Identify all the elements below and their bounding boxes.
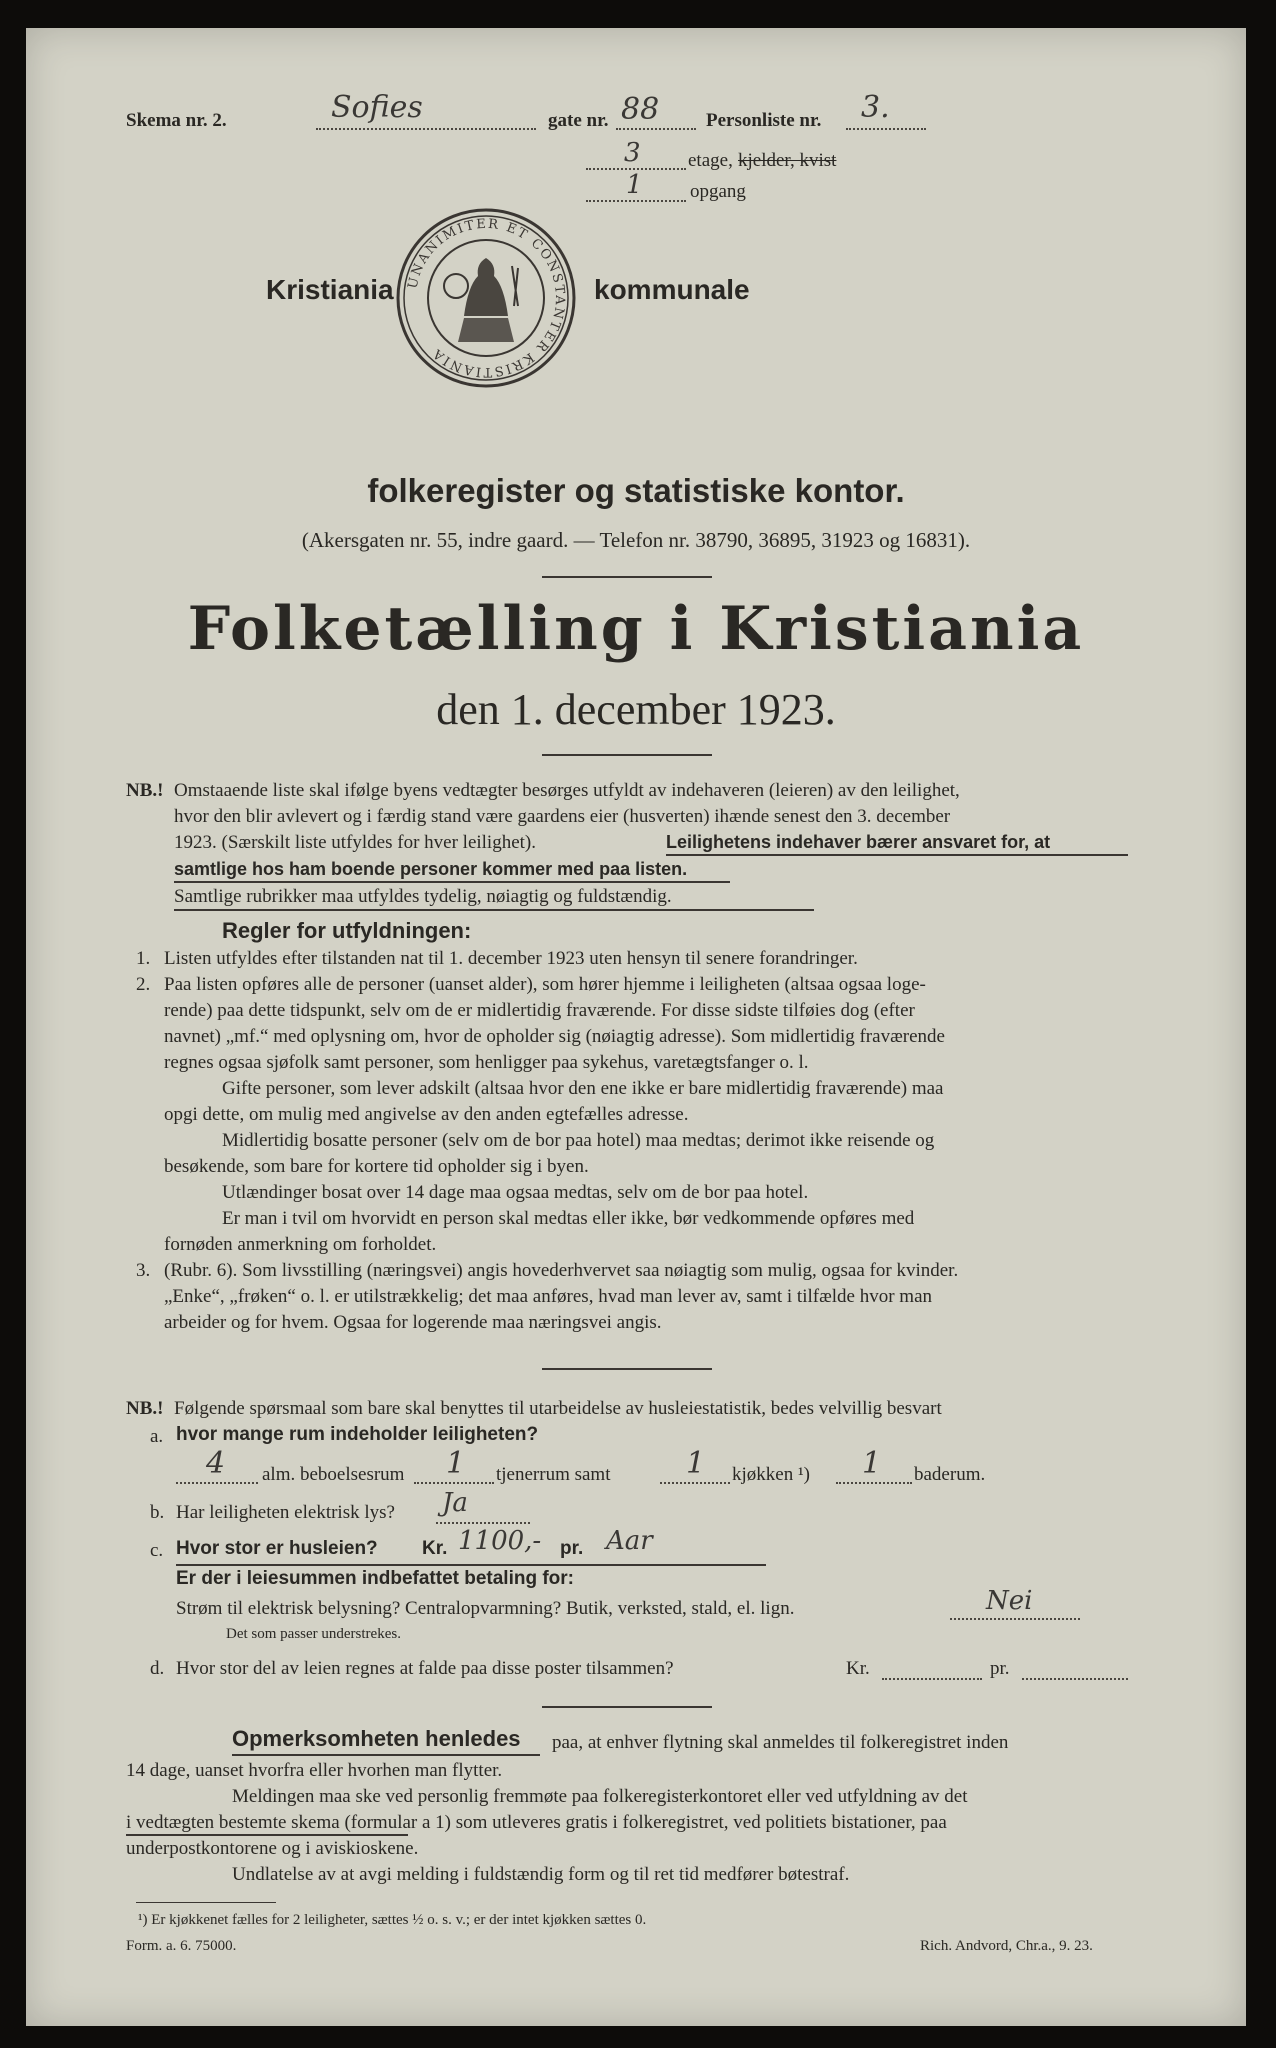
answer-line <box>436 1522 530 1524</box>
rule-2-line: regnes ogsaa sjøfolk samt personer, som henligger paa sykehus, varetægtsfanger o. l. <box>164 1052 809 1073</box>
notice-line: Undlatelse av at avgi melding i fuldstændig form og til ret tid medfører bøtestraf. <box>232 1864 850 1885</box>
etage-number[interactable]: 3 <box>624 138 641 168</box>
office-address: (Akersgaten nr. 55, indre gaard. — Telefon nr. 38790, 36895, 31923 og 16831). <box>301 528 971 552</box>
notice-line: Meldingen maa ske ved personlig fremmøte paa folkeregisterkontoret eller ved utfyldning av det <box>232 1786 968 1807</box>
personliste-line <box>846 128 926 130</box>
rule-number: 1. <box>136 948 151 969</box>
gate-label: gate nr. <box>548 110 609 131</box>
rent-amount[interactable]: 1100,- <box>458 1526 542 1556</box>
gate-line <box>616 128 696 130</box>
census-form-sheet <box>26 28 1246 2026</box>
rule-2-line: rende) paa dette tidspunkt, selv om de er midlertidig fraværende. For disse sidste tilføies dog (efter <box>164 1000 915 1021</box>
rule-2-line: Gifte personer, som lever adskilt (altsaa hvor den ene ikke er bare midlertidig fraværende) maa <box>222 1078 944 1099</box>
rules-heading: Regler for utfyldningen: <box>222 918 472 943</box>
rent-kr-label: Kr. <box>422 1538 448 1559</box>
servant-rooms-count[interactable]: 1 <box>446 1446 466 1481</box>
rule-2-line: navnet) „mf.“ med oplysning om, hvor de opholder sig (nøiagtig adresse). Som midlertidig fraværende <box>164 1026 945 1047</box>
nb1-line1: Omstaaende liste skal ifølge byens vedtægter besørges utfyldt av indehaveren (leieren) av den leilighet, <box>174 780 960 801</box>
rule-3-line: (Rubr. 6). Som livsstilling (næringsvei) angis hovederhvervet saa nøiagtig som mulig, ogsaa for kvinder. <box>164 1260 959 1281</box>
printer-credit: Rich. Andvord, Chr.a., 9. 23. <box>920 1938 1093 1954</box>
nb-label: NB.! <box>126 780 164 801</box>
office-title: folkeregister og statistiske kontor. <box>367 472 905 509</box>
question-c: Hvor stor er husleien? <box>176 1538 378 1559</box>
underline <box>176 1564 766 1566</box>
share-kr-label: Kr. <box>846 1658 870 1679</box>
bathroom-count[interactable]: 1 <box>862 1446 882 1481</box>
divider <box>542 1706 712 1708</box>
question-c-note: Det som passer understrekes. <box>226 1626 401 1642</box>
personliste-number[interactable]: 3. <box>861 90 890 125</box>
underline <box>174 909 814 911</box>
rooms-label: alm. beboelsesrum <box>262 1464 405 1485</box>
street-line <box>316 128 536 130</box>
nb1-line3a: 1923. (Særskilt liste utfyldes for hver leilighet). <box>174 832 537 853</box>
etage-label: etage, <box>688 150 733 171</box>
bathroom-label: baderum. <box>914 1464 986 1485</box>
rule-1: Listen utfyldes efter tilstanden nat til 1. december 1923 uten hensyn til senere forandringer. <box>164 948 858 969</box>
form-number: Form. a. 6. 75000. <box>126 1938 237 1954</box>
kommunale-label: kommunale <box>594 274 750 305</box>
rule-number: 2. <box>136 974 151 995</box>
nb-label: NB.! <box>126 1398 164 1419</box>
underline <box>666 854 1128 856</box>
question-letter: d. <box>150 1658 165 1679</box>
nb2-intro: Følgende spørsmaal som bare skal benyttes til utarbeidelse av husleiestatistik, bedes velvillig besvart <box>174 1398 942 1419</box>
electric-light-answer[interactable]: Ja <box>442 1488 468 1518</box>
notice-line: paa, at enhver flytning skal anmeldes til folkeregistret inden <box>552 1732 1009 1753</box>
question-c-items: Strøm til elektrisk belysning? Centralopvarmning? Butik, verksted, stald, el. lign. <box>176 1598 795 1619</box>
answer-line <box>414 1482 494 1484</box>
nb1-line5: Samtlige rubrikker maa utfyldes tydelig, nøiagtig og fuldstændig. <box>174 886 672 907</box>
kitchen-count[interactable]: 1 <box>686 1446 706 1481</box>
nb1-line3b: Leilighetens indehaver bærer ansvaret for, at <box>666 832 1051 852</box>
opgang-line <box>586 200 686 202</box>
rule-2-line: Paa listen opføres alle de personer (uanset alder), som hører hjemme i leiligheten (altsaa ogsaa loge- <box>164 974 926 995</box>
divider <box>542 1368 712 1370</box>
question-c-sub: Er der i leiesummen indbefattet betaling for: <box>176 1568 575 1589</box>
answer-line <box>660 1482 730 1484</box>
etage-struck: kjelder, kvist <box>738 150 837 171</box>
included-answer[interactable]: Nei <box>986 1586 1033 1616</box>
personliste-label: Personliste nr. <box>706 110 822 131</box>
rule-3-line: „Enke“, „frøken“ o. l. er utilstrækkelig; det maa anføres, hvad man lever av, samt i tilfælde hvor man <box>164 1286 933 1307</box>
share-period-field[interactable] <box>1022 1678 1128 1680</box>
notice-line: i vedtægten bestemte skema (formular a 1) som utleveres gratis i folkeregistret, ved politiets bistationer, paa <box>126 1812 947 1833</box>
nb1-line2: hvor den blir avlevert og i færdig stand være gaardens eier (husverten) ihænde senest den 3. december <box>174 806 951 827</box>
page-subtitle: den 1. december 1923. <box>436 685 836 734</box>
rule-3-line: arbeider og for hvem. Ogsaa for logerende maa næringsvei angis. <box>164 1312 662 1333</box>
footnote: ¹) Er kjøkkenet fælles for 2 leiligheter, sættes ½ o. s. v.; er der intet kjøkken sættes 0. <box>138 1912 647 1928</box>
opgang-label: opgang <box>690 181 746 202</box>
nb1-line4: samtlige hos ham boende personer kommer med paa listen. <box>174 859 688 879</box>
rule-2-line: fornøden anmerkning om forholdet. <box>164 1234 437 1255</box>
question-a: hvor mange rum indeholder leiligheten? <box>176 1424 539 1445</box>
seal-ring-text: UNANIMITER ET CONSTANTER KRISTIANIA <box>405 216 568 380</box>
divider <box>542 576 712 578</box>
answer-line <box>836 1482 912 1484</box>
question-b: Har leiligheten elektrisk lys? <box>176 1502 395 1523</box>
rooms-count[interactable]: 4 <box>206 1446 226 1481</box>
notice-line: 14 dage, uanset hvorfra eller hvorhen man flytter. <box>126 1760 503 1781</box>
divider <box>542 754 712 756</box>
opgang-number[interactable]: 1 <box>626 170 643 200</box>
share-amount-field[interactable] <box>882 1678 982 1680</box>
rent-period[interactable]: Aar <box>606 1526 653 1556</box>
question-letter: b. <box>150 1502 165 1523</box>
rule-2-line: Utlændinger bosat over 14 dage maa ogsaa medtas, selv om de bor paa hotel. <box>222 1182 809 1203</box>
question-letter: c. <box>150 1540 164 1561</box>
question-letter: a. <box>150 1426 164 1447</box>
share-pr-label: pr. <box>990 1658 1010 1679</box>
rule-number: 3. <box>136 1260 151 1281</box>
rule-2-line: Er man i tvil om hvorvidt en person skal medtas eller ikke, bør vedkommende opføres med <box>222 1208 915 1229</box>
kristiania-label: Kristiania <box>266 274 394 305</box>
kitchen-label: kjøkken ¹) <box>732 1464 810 1485</box>
question-d: Hvor stor del av leien regnes at falde paa disse poster tilsammen? <box>176 1658 674 1679</box>
answer-line <box>950 1618 1080 1620</box>
underline <box>174 881 730 883</box>
rent-pr-label: pr. <box>560 1538 584 1559</box>
rule-2-line: Midlertidig bosatte personer (selv om de bor paa hotel) maa medtas; derimot ikke reisende og <box>222 1130 935 1151</box>
rule-2-line: opgi dette, om mulig med angivelse av den anden egtefælles adresse. <box>164 1104 689 1125</box>
page-title: Folketælling i Kristiania <box>187 594 1085 664</box>
notice-heading: Opmerksomheten henledes <box>232 1726 521 1751</box>
notice-line: underpostkontorene og i aviskioskene. <box>126 1838 419 1859</box>
servant-rooms-label: tjenerrum samt <box>496 1464 611 1485</box>
answer-line <box>176 1482 258 1484</box>
underline <box>232 1754 540 1756</box>
rule-2-line: besøkende, som bare for kortere tid opholder sig i byen. <box>164 1156 589 1177</box>
city-seal-icon <box>394 206 578 390</box>
street-name[interactable]: Sofies <box>331 90 423 125</box>
footnote-rule <box>136 1902 276 1903</box>
gate-number[interactable]: 88 <box>621 92 660 127</box>
skema-number: Skema nr. 2. <box>126 110 227 131</box>
